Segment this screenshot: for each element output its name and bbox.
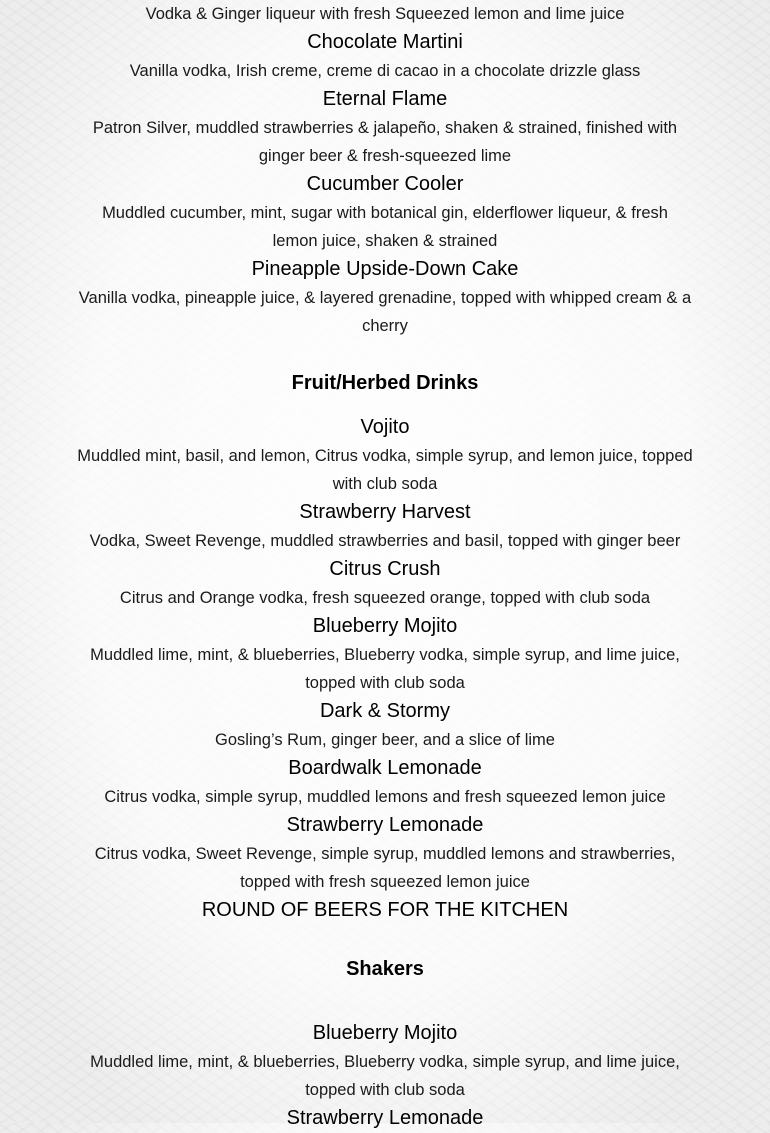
item-name-blueberry-mojito: Blueberry Mojito	[312, 615, 458, 637]
item-name-dark-and-stormy: Dark & Stormy	[319, 700, 451, 722]
item-description: Muddled cucumber, mint, sugar with botanical gin, elderflower liqueur, & fresh lemon juice, shaken & strained	[102, 204, 668, 250]
item-description: Vanilla vodka, Irish creme, creme di cacao in a chocolate drizzle glass	[129, 62, 641, 80]
item-name-chocolate-martini: Chocolate Martini	[307, 31, 463, 53]
item-description: Vanilla vodka, pineapple juice, & layered grenadine, topped with whipped cream & a cherry	[78, 289, 692, 335]
item-description: Patron Silver, muddled strawberries & jalapeño, shaken & strained, finished with ginger beer & fresh-squeezed lime	[92, 119, 678, 165]
item-name-boardwalk-lemonade: Boardwalk Lemonade	[288, 757, 482, 779]
section-title-shakers: Shakers	[346, 958, 424, 980]
item-name-eternal-flame: Eternal Flame	[322, 88, 448, 110]
item-description: Vodka & Ginger liqueur with fresh Squeezed lemon and lime juice	[145, 5, 625, 23]
item-name-pineapple-upside-down-cake: Pineapple Upside-Down Cake	[251, 258, 519, 280]
item-description: Gosling’s Rum, ginger beer, and a slice of lime	[215, 731, 555, 749]
item-name-cucumber-cooler: Cucumber Cooler	[306, 173, 464, 195]
item-name-vojito: Vojito	[360, 416, 410, 438]
item-description: Citrus and Orange vodka, fresh squeezed orange, topped with club soda	[119, 589, 651, 607]
item-name-blueberry-mojito: Blueberry Mojito	[312, 1022, 458, 1044]
item-description: Vodka, Sweet Revenge, muddled strawberries and basil, topped with ginger beer	[89, 532, 681, 550]
item-name-strawberry-harvest: Strawberry Harvest	[299, 501, 471, 523]
item-name-strawberry-lemonade: Strawberry Lemonade	[286, 814, 484, 836]
item-description: Citrus vodka, simple syrup, muddled lemons and fresh squeezed lemon juice	[104, 788, 666, 806]
item-name-citrus-crush: Citrus Crush	[329, 558, 441, 580]
section-title-fruit-herbed: Fruit/Herbed Drinks	[291, 372, 479, 394]
item-description: Muddled lime, mint, & blueberries, Blueberry vodka, simple syrup, and lime juice, topped with club soda	[90, 1053, 680, 1099]
kitchen-beer-note: ROUND OF BEERS FOR THE KITCHEN	[201, 899, 569, 921]
item-description: Muddled mint, basil, and lemon, Citrus vodka, simple syrup, and lemon juice, topped with club soda	[77, 447, 693, 493]
item-name-strawberry-lemonade: Strawberry Lemonade	[286, 1107, 484, 1129]
item-description: Muddled lime, mint, & blueberries, Blueberry vodka, simple syrup, and lime juice, topped with club soda	[90, 646, 680, 692]
item-description: Citrus vodka, Sweet Revenge, simple syrup, muddled lemons and strawberries, topped with fresh squeezed lemon juice	[94, 845, 676, 891]
